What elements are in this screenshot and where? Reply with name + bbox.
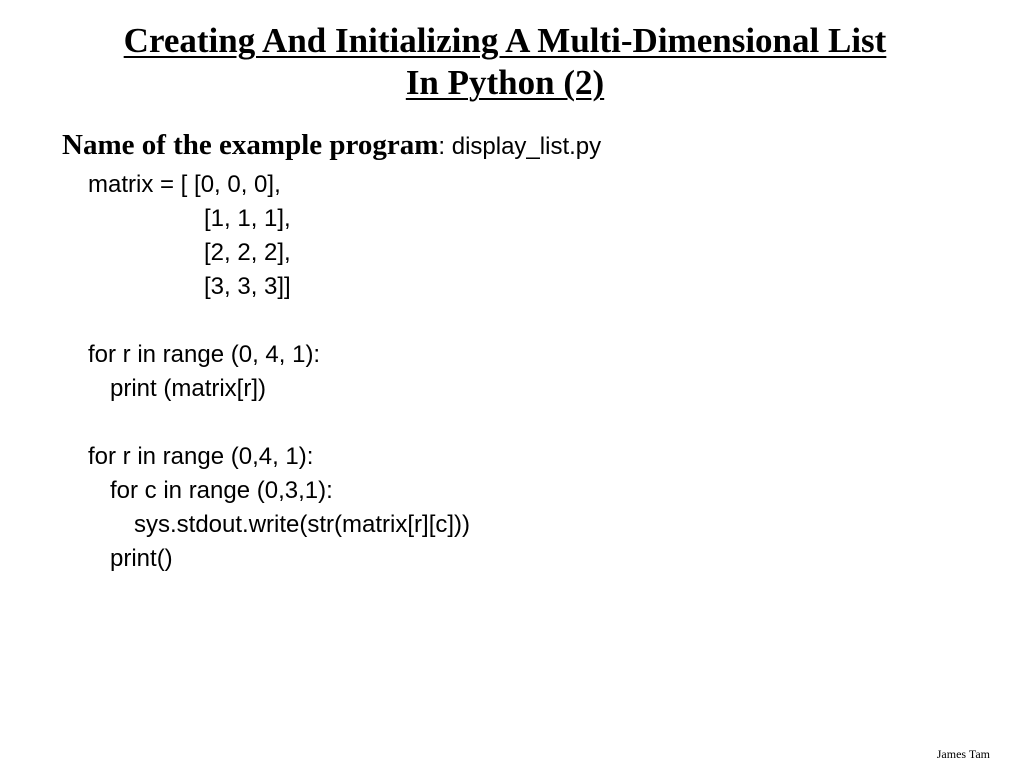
- slide-title: [0, 20, 1010, 104]
- code-line: print (matrix[r]): [110, 375, 266, 402]
- program-name-line: [62, 129, 601, 162]
- author-footer: James Tam: [936, 747, 990, 761]
- code-line: for r in range (0,4, 1):: [88, 443, 314, 470]
- code-line: [3, 3, 3]]: [204, 273, 291, 300]
- code-line: [1, 1, 1],: [204, 205, 291, 232]
- code-line: for c in range (0,3,1):: [110, 477, 333, 504]
- code-line: [2, 2, 2],: [204, 239, 291, 266]
- program-label: Name of the example program: [62, 129, 439, 161]
- slide-title-line-2: In Python (2): [405, 63, 605, 102]
- program-filename: : display_list.py: [438, 133, 602, 160]
- code-line: matrix = [ [0, 0, 0],: [88, 171, 281, 198]
- code-line: sys.stdout.write(str(matrix[r][c])): [134, 511, 471, 538]
- slide-title-line-1: Creating And Initializing A Multi-Dimensional List: [123, 21, 887, 60]
- code-line: print(): [110, 545, 173, 572]
- code-line: for r in range (0, 4, 1):: [88, 341, 321, 368]
